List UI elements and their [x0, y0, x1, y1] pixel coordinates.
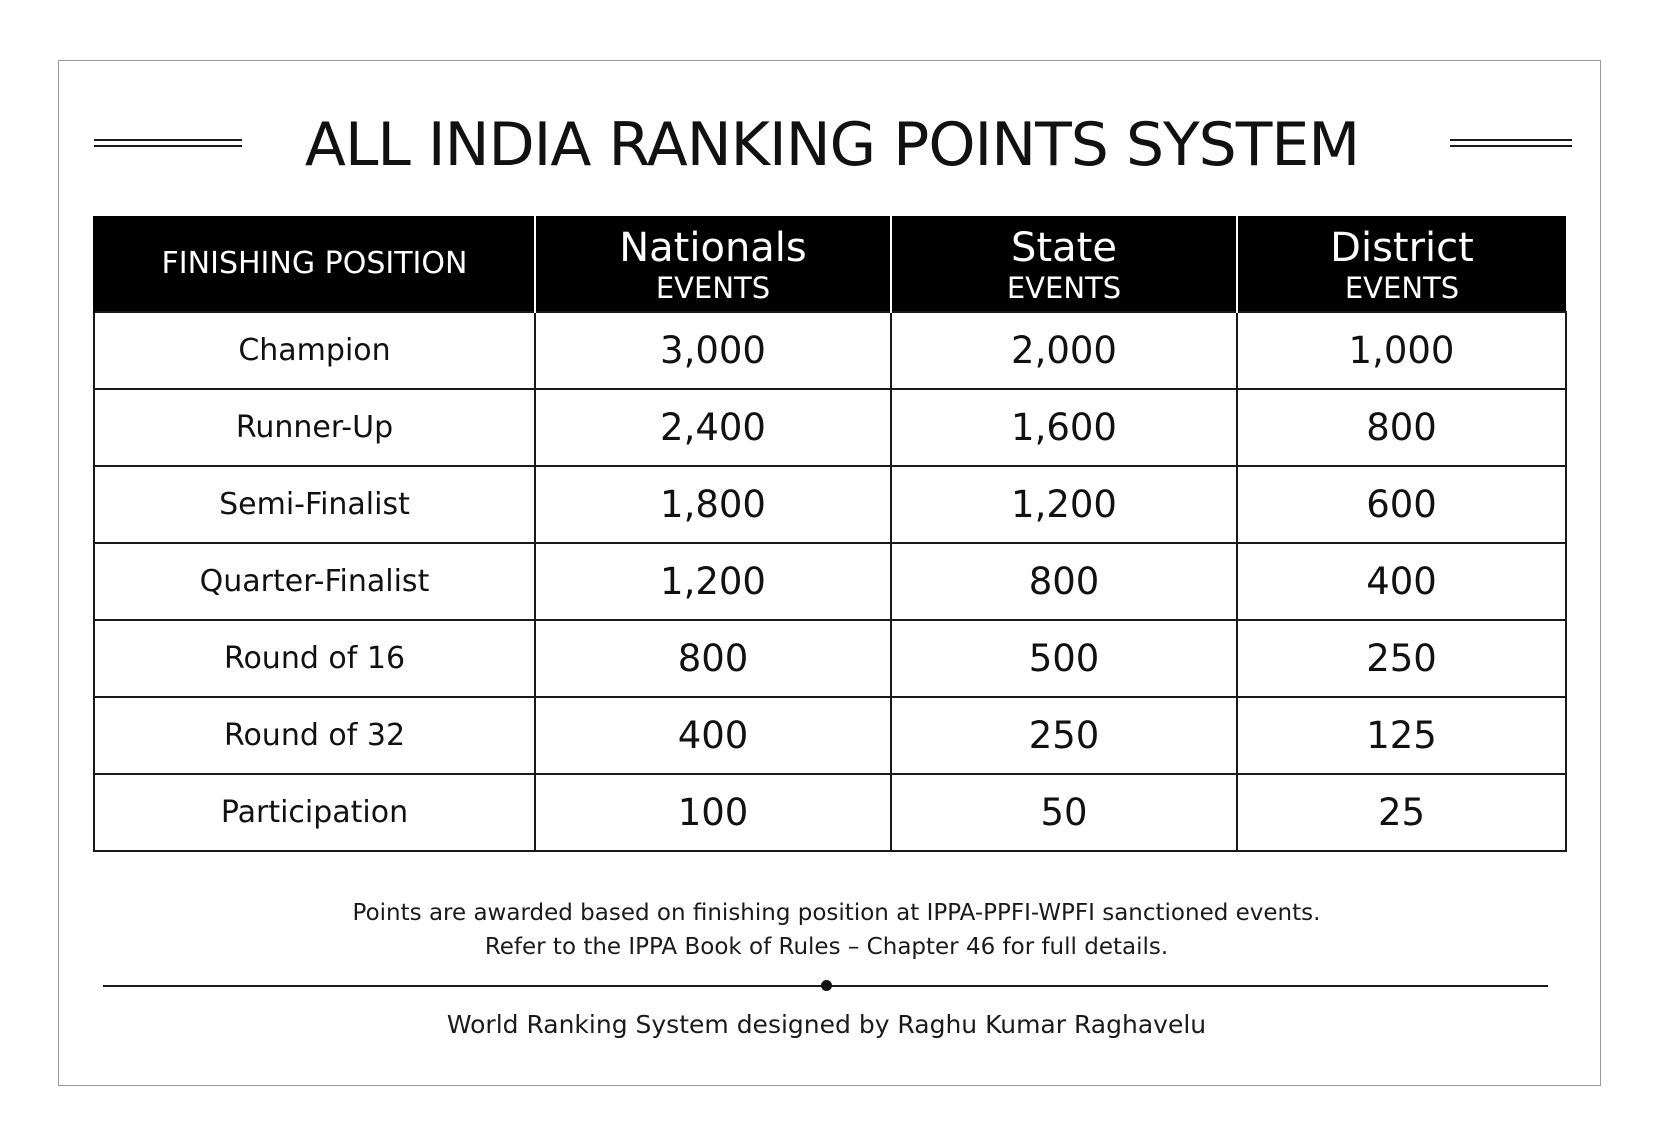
row-position: Runner-Up: [94, 389, 535, 466]
header-finishing-position-label: FINISHING POSITION: [161, 246, 468, 281]
header-state-sub: EVENTS: [1006, 270, 1122, 305]
district-points: 800: [1237, 389, 1566, 466]
table-row: [94, 774, 1566, 851]
divider-dot: [821, 980, 832, 991]
header-nationals: [535, 216, 891, 312]
nationals-points: 3,000: [535, 312, 891, 389]
header-district-sub: EVENTS: [1344, 270, 1460, 305]
ranking-points-table: [93, 216, 1567, 852]
state-points: 250: [891, 697, 1237, 774]
table-row: [94, 543, 1566, 620]
state-points: 50: [891, 774, 1237, 851]
district-points: 600: [1237, 466, 1566, 543]
nationals-points: 2,400: [535, 389, 891, 466]
footnote-rulebook: Refer to the IPPA Book of Rules – Chapter 46 for full details.: [484, 934, 1169, 960]
table-row: [94, 389, 1566, 466]
state-points: 1,600: [891, 389, 1237, 466]
table-row: [94, 466, 1566, 543]
table-header-row: [94, 216, 1566, 312]
row-position: Round of 16: [94, 620, 535, 697]
footnotes: [0, 896, 1653, 964]
row-position: Champion: [94, 312, 535, 389]
state-points: 2,000: [891, 312, 1237, 389]
table-row: [94, 697, 1566, 774]
row-position: Quarter-Finalist: [94, 543, 535, 620]
state-points: 800: [891, 543, 1237, 620]
designer-credit: World Ranking System designed by Raghu Kumar Raghavelu: [446, 1010, 1207, 1039]
page-title: ALL INDIA RANKING POINTS SYSTEM: [304, 110, 1360, 180]
header-district-label: District: [1330, 224, 1474, 271]
nationals-points: 800: [535, 620, 891, 697]
row-position: Participation: [94, 774, 535, 851]
header-state: [891, 216, 1237, 312]
nationals-points: 1,200: [535, 543, 891, 620]
header-finishing-position: [94, 216, 535, 312]
table-row: [94, 312, 1566, 389]
nationals-points: 100: [535, 774, 891, 851]
title-rule-right: [1450, 139, 1572, 147]
header-nationals-sub: EVENTS: [655, 270, 771, 305]
nationals-points: 1,800: [535, 466, 891, 543]
row-position: Semi-Finalist: [94, 466, 535, 543]
state-points: 500: [891, 620, 1237, 697]
footnote-awarding: Points are awarded based on finishing position at IPPA-PPFI-WPFI sanctioned events.: [352, 900, 1321, 926]
district-points: 25: [1237, 774, 1566, 851]
state-points: 1,200: [891, 466, 1237, 543]
title-row: [92, 104, 1572, 184]
district-points: 250: [1237, 620, 1566, 697]
district-points: 400: [1237, 543, 1566, 620]
district-points: 1,000: [1237, 312, 1566, 389]
header-nationals-label: Nationals: [619, 224, 807, 271]
header-district: [1237, 216, 1566, 312]
row-position: Round of 32: [94, 697, 535, 774]
header-state-label: State: [1011, 224, 1117, 271]
nationals-points: 400: [535, 697, 891, 774]
table-row: [94, 620, 1566, 697]
district-points: 125: [1237, 697, 1566, 774]
